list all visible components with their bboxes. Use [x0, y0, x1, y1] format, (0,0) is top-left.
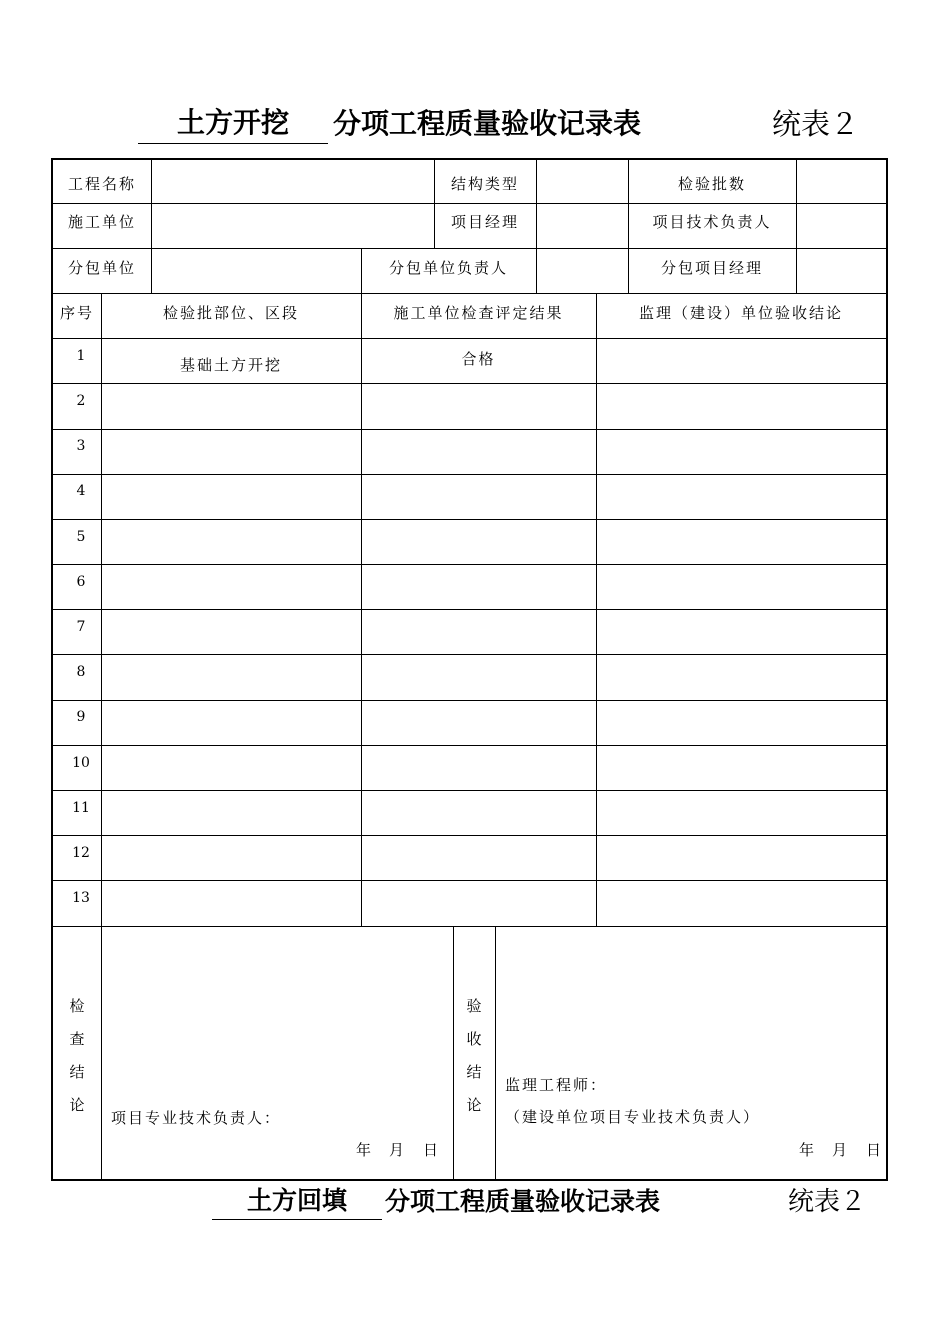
row1-location: 基础土方开挖	[179, 356, 282, 374]
row-number: 5	[76, 529, 86, 545]
row-number: 4	[76, 483, 86, 499]
row-number: 6	[76, 574, 86, 590]
label-structure-type: 结构类型	[450, 175, 519, 193]
row1-result: 合格	[461, 350, 496, 368]
date-month-left: 月	[389, 1141, 407, 1159]
row-number: 12	[72, 845, 90, 861]
date-month-right: 月	[832, 1141, 850, 1159]
row-number: 10	[72, 755, 90, 771]
supervisor-signature-label: 监理工程师：	[505, 1076, 608, 1094]
label-subcontract-lead: 分包单位负责人	[388, 259, 508, 277]
row-number: 9	[76, 709, 86, 725]
acceptance-conclusion-label: 验 收 结 论	[466, 997, 482, 1114]
label-project-name: 工程名称	[67, 175, 136, 193]
form-title	[0, 100, 950, 144]
tech-lead-signature-label: 项目专业技术负责人：	[111, 1109, 282, 1127]
date-year-left: 年	[356, 1141, 374, 1159]
row-number: 7	[76, 619, 86, 635]
label-project-manager: 项目经理	[450, 213, 519, 231]
row-number: 11	[72, 800, 90, 816]
title-subject: 土方开挖	[138, 103, 328, 144]
col-location: 检验批部位、区段	[162, 304, 299, 322]
title2-subject: 土方回填	[212, 1183, 382, 1220]
label-subcontract-manager: 分包项目经理	[660, 259, 763, 277]
title-code: 统表２	[772, 107, 860, 141]
date-day-left: 日	[423, 1141, 441, 1159]
label-project-tech-lead: 项目技术负责人	[652, 213, 772, 231]
form-title-2	[0, 1176, 950, 1220]
label-inspection-batches: 检验批数	[677, 175, 746, 193]
label-subcontract-unit: 分包单位	[67, 259, 136, 277]
check-conclusion-label: 检 查 结 论	[69, 997, 85, 1114]
title-main: 分项工程质量验收记录表	[333, 107, 642, 140]
col-supervision: 监理（建设）单位验收结论	[638, 304, 843, 322]
row-number: 2	[76, 393, 86, 409]
row-number: 8	[76, 664, 86, 680]
owner-lead-label: （建设单位项目专业技术负责人）	[505, 1108, 761, 1126]
date-day-right: 日	[866, 1141, 884, 1159]
title2-main: 分项工程质量验收记录表	[385, 1187, 661, 1216]
label-construction-unit: 施工单位	[67, 213, 136, 231]
acceptance-form-table	[51, 158, 888, 1181]
title2-code: 统表２	[788, 1187, 867, 1217]
col-seq: 序号	[59, 304, 94, 322]
date-year-right: 年	[799, 1141, 817, 1159]
row-number: 3	[76, 438, 86, 454]
row-number: 13	[72, 890, 90, 906]
row-number: 1	[76, 348, 86, 364]
col-self-check: 施工单位检查评定结果	[393, 304, 564, 322]
